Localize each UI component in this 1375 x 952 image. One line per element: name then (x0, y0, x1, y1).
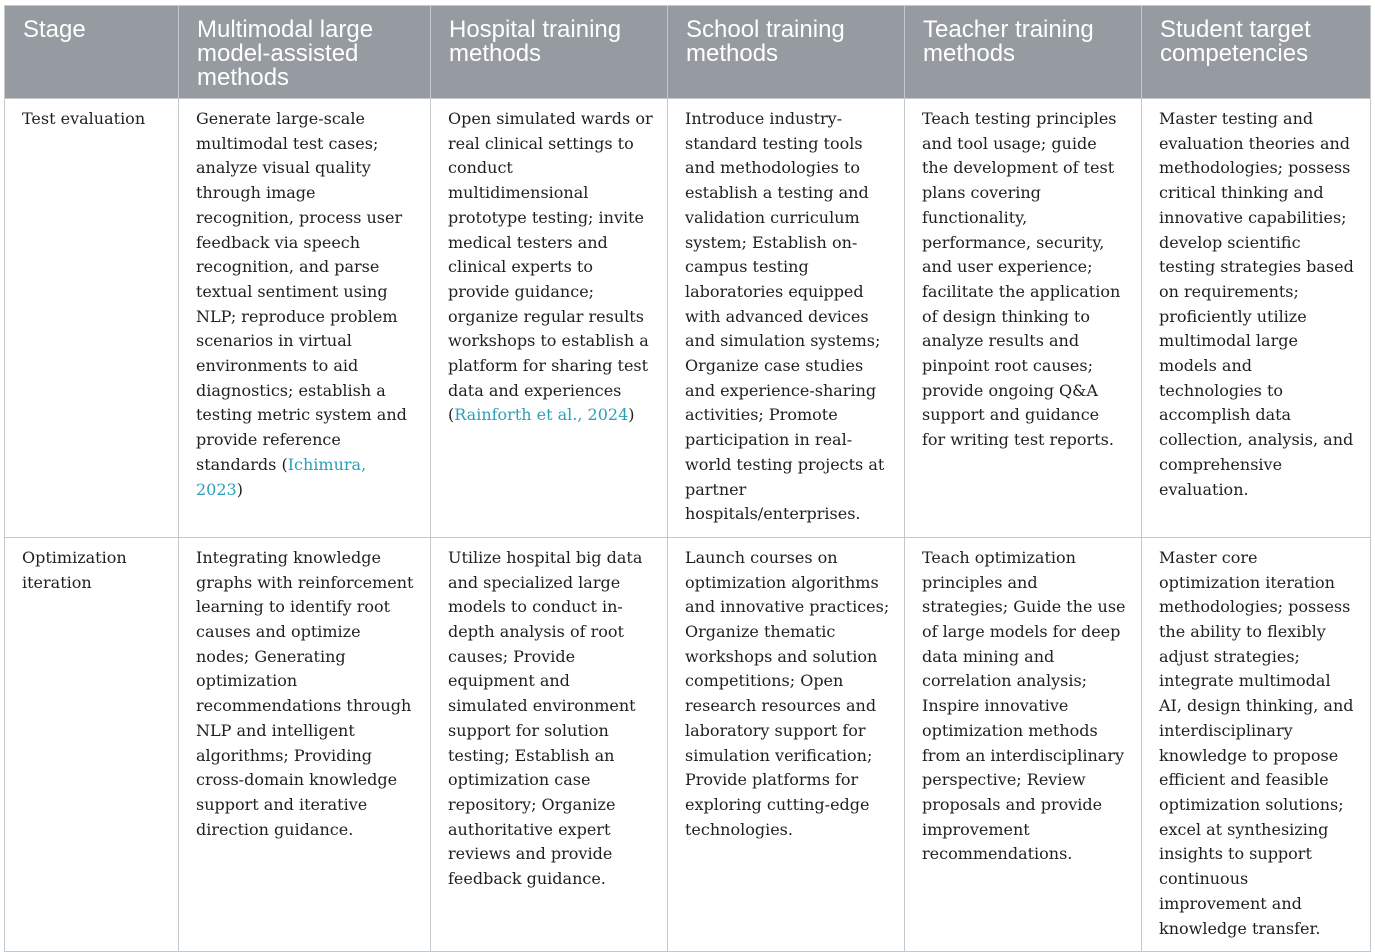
header-hospital-training: Hospital training methods (431, 6, 668, 99)
student-cell: Master testing and evaluation theories and methodologies; possess critical thinking and innovative capabilities; develop scientific testing strategies based on requirements; proficiently utilize multimodal large models and technologies to accomplish data collection, analysis, and comprehensive evaluation. (1142, 99, 1371, 538)
table-row (5, 99, 1371, 538)
header-stage: Stage (5, 6, 179, 99)
cell-text: Open simulated wards or real clinical settings to conduct multidimensional prototype testing; invite medical testers and clinical experts to provide guidance; organize regular results workshops to establish a platform for sharing test data and experiences ( (448, 109, 653, 425)
hospital-cell: Utilize hospital big data and specialized large models to conduct in-depth analysis of root causes; Provide equipment and simulated environment support for solution testing; Establish an optimization case repository; Organize authoritative expert reviews and provide feedback guidance. (431, 537, 668, 951)
school-cell: Launch courses on optimization algorithms and innovative practices; Organize thematic workshops and solution competitions; Open research resources and laboratory support for simulation verification; Provide platforms for exploring cutting-edge technologies. (668, 537, 905, 951)
hospital-cell (431, 99, 668, 538)
header-student-competencies: Student target competencies (1142, 6, 1371, 99)
student-cell: Master core optimization iteration methodologies; possess the ability to flexibly adjust strategies; integrate multimodal AI, design thinking, and interdisciplinary knowledge to propose efficient and feasible optimization solutions; excel at synthesizing insights to support continuous improvement and knowledge transfer. (1142, 537, 1371, 951)
header-multimodal-methods: Multimodal large model-assisted methods (179, 6, 431, 99)
stage-cell: Test evaluation (5, 99, 179, 538)
header-row (5, 6, 1371, 99)
citation-link[interactable]: Rainforth et al., 2024 (454, 405, 629, 425)
citation-link[interactable]: Ichimura, 2023 (196, 454, 367, 499)
multimodal-cell (179, 99, 431, 538)
multimodal-cell: Integrating knowledge graphs with reinforcement learning to identify root causes and optimize nodes; Generating optimization recommendations through NLP and intelligent algorithms; Providing cross-domain knowledge support and iterative direction guidance. (179, 537, 431, 951)
citation-close: ) (628, 405, 635, 425)
stage-cell: Optimization iteration (5, 537, 179, 951)
teacher-cell: Teach optimization principles and strategies; Guide the use of large models for deep data mining and correlation analysis; Inspire innovative optimization methods from an interdisciplinary perspective; Review proposals and provide improvement recommendations. (905, 537, 1142, 951)
teacher-cell: Teach testing principles and tool usage; guide the development of test plans covering functionality, performance, security, and user experience; facilitate the application of design thinking to analyze results and pinpoint root causes; provide ongoing Q&A support and guidance for writing test reports. (905, 99, 1142, 538)
school-cell: Introduce industry-standard testing tools and methodologies to establish a testing and validation curriculum system; Establish on-campus testing laboratories equipped with advanced devices and simulation systems; Organize case studies and experience-sharing activities; Promote participation in real-world testing projects at partner hospitals/enterprises. (668, 99, 905, 538)
table-row (5, 537, 1371, 951)
header-school-training: School training methods (668, 6, 905, 99)
citation-close: ) (236, 479, 243, 499)
header-teacher-training: Teacher training methods (905, 6, 1142, 99)
cell-text: Generate large-scale multimodal test cases; analyze visual quality through image recognition, process user feedback via speech recognition, and parse textual sentiment using NLP; reproduce problem scenarios in virtual environments to aid diagnostics; establish a testing metric system and provide reference standards ( (196, 109, 407, 474)
training-methods-table (4, 5, 1371, 952)
